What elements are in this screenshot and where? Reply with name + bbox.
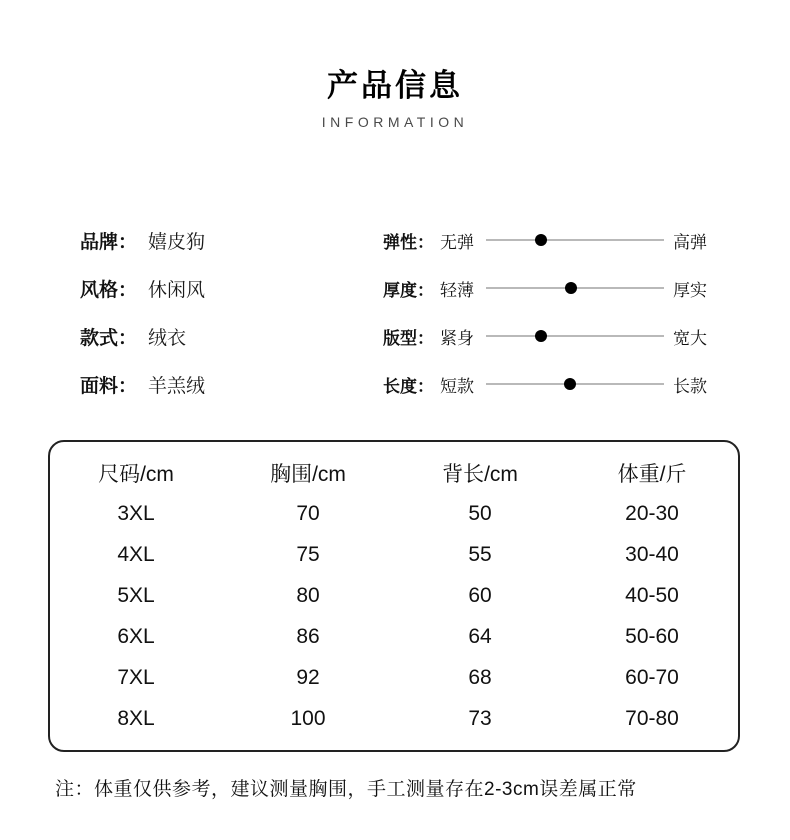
- table-row: [50, 657, 738, 698]
- table-cell: 80: [296, 583, 320, 607]
- size-table-body: [50, 493, 738, 739]
- table-header-cell: 胸围/cm: [270, 462, 346, 486]
- table-cell: 7XL: [117, 665, 155, 689]
- attribute-value: 绒衣: [148, 327, 187, 349]
- attribute-label: 面料：: [80, 375, 138, 397]
- attribute-label: 品牌：: [80, 231, 138, 253]
- attribute-row-fabric: [80, 360, 383, 408]
- table-cell: 4XL: [117, 542, 155, 566]
- table-cell: 70-80: [625, 706, 679, 730]
- slider-track: [486, 239, 664, 241]
- slider-row-thickness: [383, 264, 790, 312]
- table-cell: 92: [296, 665, 320, 689]
- slider-min-label: 轻薄: [440, 280, 474, 300]
- attribute-value: 羊羔绒: [148, 375, 206, 397]
- slider-track: [486, 335, 664, 337]
- table-row: [50, 698, 738, 739]
- table-cell: 60-70: [625, 665, 679, 689]
- table-cell: 60: [468, 583, 492, 607]
- slider-min-label: 紧身: [440, 328, 474, 348]
- table-row: [50, 616, 738, 657]
- page-title: 产品信息: [327, 68, 463, 103]
- table-cell: 5XL: [117, 583, 155, 607]
- table-cell: 6XL: [117, 624, 155, 648]
- measurement-note: 注：体重仅供参考，建议测量胸围，手工测量存在2-3cm误差属正常: [55, 779, 637, 800]
- table-row: [50, 493, 738, 534]
- table-cell: 70: [296, 501, 320, 525]
- attribute-row-type: [80, 312, 383, 360]
- attribute-row-brand: [80, 216, 383, 264]
- slider-max-label: 高弹: [673, 232, 707, 252]
- table-header-cell: 背长/cm: [442, 462, 518, 486]
- table-cell: 64: [468, 624, 492, 648]
- slider-row-elasticity: [383, 216, 790, 264]
- table-cell: 86: [296, 624, 320, 648]
- table-cell: 73: [468, 706, 492, 730]
- size-table-container: [48, 440, 740, 752]
- header: [0, 0, 790, 130]
- slider-track: [486, 383, 664, 385]
- slider-list: [383, 216, 790, 408]
- slider-dot: [565, 282, 577, 294]
- attribute-value: 休闲风: [148, 279, 206, 301]
- attribute-row-style: [80, 264, 383, 312]
- slider-dot: [564, 378, 576, 390]
- table-cell: 30-40: [625, 542, 679, 566]
- table-cell: 3XL: [117, 501, 155, 525]
- table-cell: 20-30: [625, 501, 679, 525]
- slider-dot: [535, 234, 547, 246]
- table-cell: 8XL: [117, 706, 155, 730]
- slider-label: 弹性：: [383, 232, 434, 252]
- slider-label: 长度：: [383, 376, 434, 396]
- size-table-header: [50, 452, 738, 493]
- table-header-row: [50, 452, 738, 493]
- table-cell: 55: [468, 542, 492, 566]
- table-cell: 68: [468, 665, 492, 689]
- attribute-label: 风格：: [80, 279, 138, 301]
- slider-row-fit: [383, 312, 790, 360]
- slider-label: 厚度：: [383, 280, 434, 300]
- slider-dot: [535, 330, 547, 342]
- size-table: [50, 452, 738, 739]
- slider-max-label: 宽大: [673, 328, 707, 348]
- slider-max-label: 长款: [673, 376, 707, 396]
- attributes-section: [0, 216, 790, 408]
- table-row: [50, 534, 738, 575]
- slider-track: [486, 287, 664, 289]
- table-row: [50, 575, 738, 616]
- attribute-value: 嬉皮狗: [148, 231, 206, 253]
- attribute-list: [80, 216, 383, 408]
- table-cell: 50-60: [625, 624, 679, 648]
- table-cell: 75: [296, 542, 320, 566]
- table-header-cell: 体重/斤: [617, 462, 687, 486]
- slider-label: 版型：: [383, 328, 434, 348]
- attribute-label: 款式：: [80, 327, 138, 349]
- page-subtitle: INFORMATION: [321, 114, 469, 130]
- table-cell: 50: [468, 501, 492, 525]
- slider-min-label: 无弹: [440, 232, 474, 252]
- table-cell: 100: [290, 706, 326, 730]
- table-cell: 40-50: [625, 583, 679, 607]
- table-header-cell: 尺码/cm: [98, 462, 174, 486]
- slider-min-label: 短款: [440, 376, 474, 396]
- slider-max-label: 厚实: [673, 280, 707, 300]
- slider-row-length: [383, 360, 790, 408]
